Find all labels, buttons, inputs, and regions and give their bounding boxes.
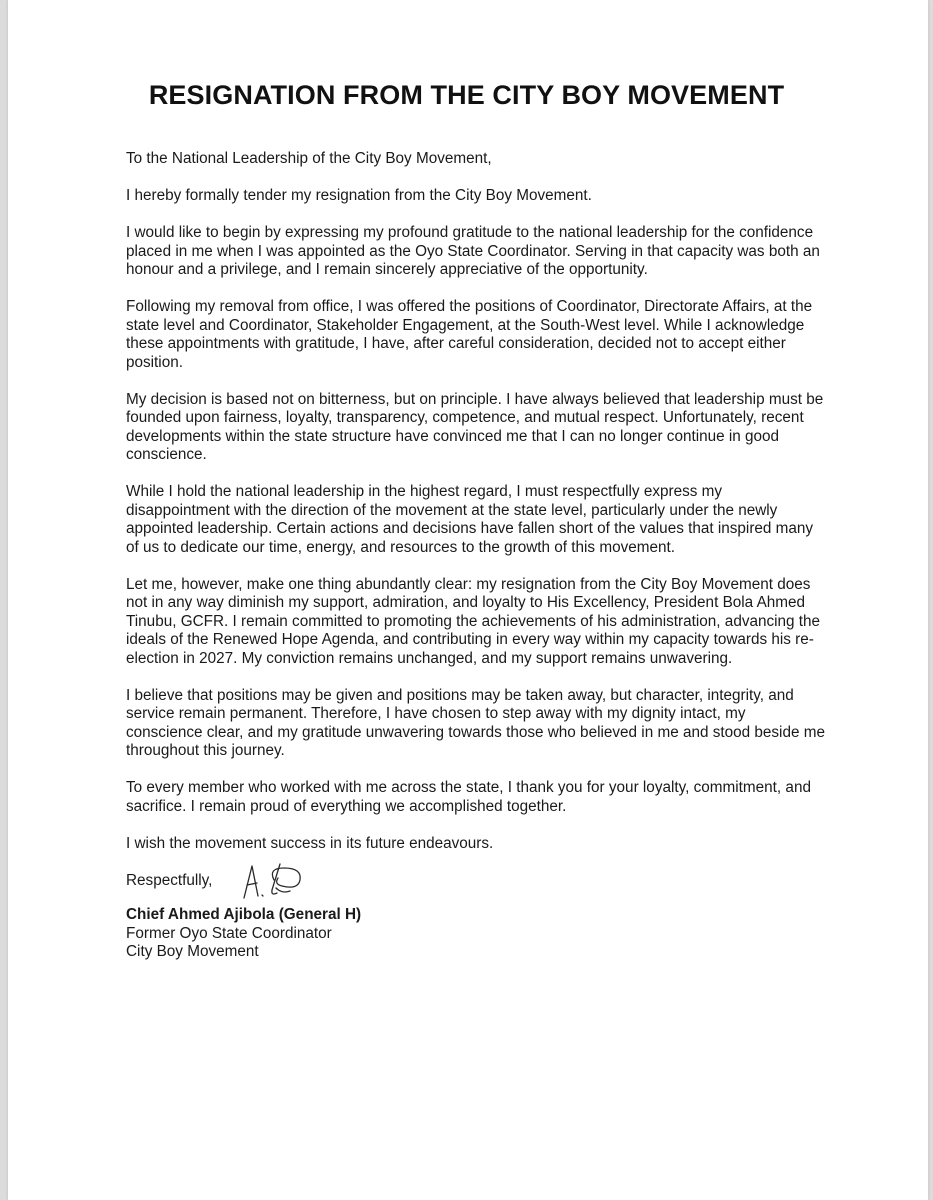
closing-block <box>126 872 826 962</box>
document-page <box>8 0 928 1200</box>
paragraph-3: Following my removal from office, I was offered the positions of Coordinator, Directorate Affairs, at the state level and Coordinator, Stakeholder Engagement, at the South-West level. While I acknowledge these appointments with gratitude, I have, after careful consideration, decided not to accept either position. <box>126 298 813 371</box>
signatory-organization: City Boy Movement <box>126 943 259 960</box>
paragraph-4: My decision is based not on bitterness, but on principle. I have always believed that leadership must be founded upon fairness, loyalty, transparency, competence, and mutual respect. Unfortunately, recent developments within the state structure have convinced me that I can no longer continue in good conscience. <box>126 390 824 463</box>
signatory-block <box>126 906 826 962</box>
paragraph-7: I believe that positions may be given and positions may be taken away, but character, integrity, and service remain permanent. Therefore, I have chosen to step away with my dignity intact, my conscience clear, and my gratitude unwavering towards those who believed in me and stood beside me throughout this journey. <box>126 686 825 759</box>
document-title: RESIGNATION FROM THE CITY BOY MOVEMENT <box>148 80 785 110</box>
paragraph-6: Let me, however, make one thing abundantly clear: my resignation from the City Boy Movement does not in any way diminish my support, admiration, and loyalty to His Excellency, President Bola Ahmed Tinubu, GCFR. I remain committed to promoting the achievements of his administration, advancing the ideals of the Renewed Hope Agenda, and contributing in every way within my capacity towards his re-election in 2027. My conviction remains unchanged, and my support remains unwavering. <box>126 575 821 667</box>
salutation: To the National Leadership of the City Boy Movement, <box>126 150 492 167</box>
signatory-name: Chief Ahmed Ajibola (General H) <box>126 906 362 923</box>
paragraph-1: I hereby formally tender my resignation from the City Boy Movement. <box>126 187 592 204</box>
paragraph-5: While I hold the national leadership in the highest regard, I must respectfully express my disappointment with the direction of the movement at the state level, particularly under the newly appointed leadership. Certain actions and decisions have fallen short of the values that inspired many of us to dedicate our time, energy, and resources to the growth of this movement. <box>126 483 814 556</box>
signatory-role: Former Oyo State Coordinator <box>126 924 332 942</box>
handwritten-signature <box>238 858 318 908</box>
paragraph-8: To every member who worked with me across the state, I thank you for your loyalty, commitment, and sacrifice. I remain proud of everything we accomplished together. <box>126 779 811 815</box>
letter-body <box>126 150 826 962</box>
paragraph-9: I wish the movement success in its future endeavours. <box>126 834 494 852</box>
paragraph-2: I would like to begin by expressing my profound gratitude to the national leadership for the confidence placed in me when I was appointed as the Oyo State Coordinator. Serving in that capacity was both an honour and a privilege, and I remain sincerely appreciative of the opportunity. <box>126 224 820 278</box>
closing-text: Respectfully, <box>126 871 213 889</box>
